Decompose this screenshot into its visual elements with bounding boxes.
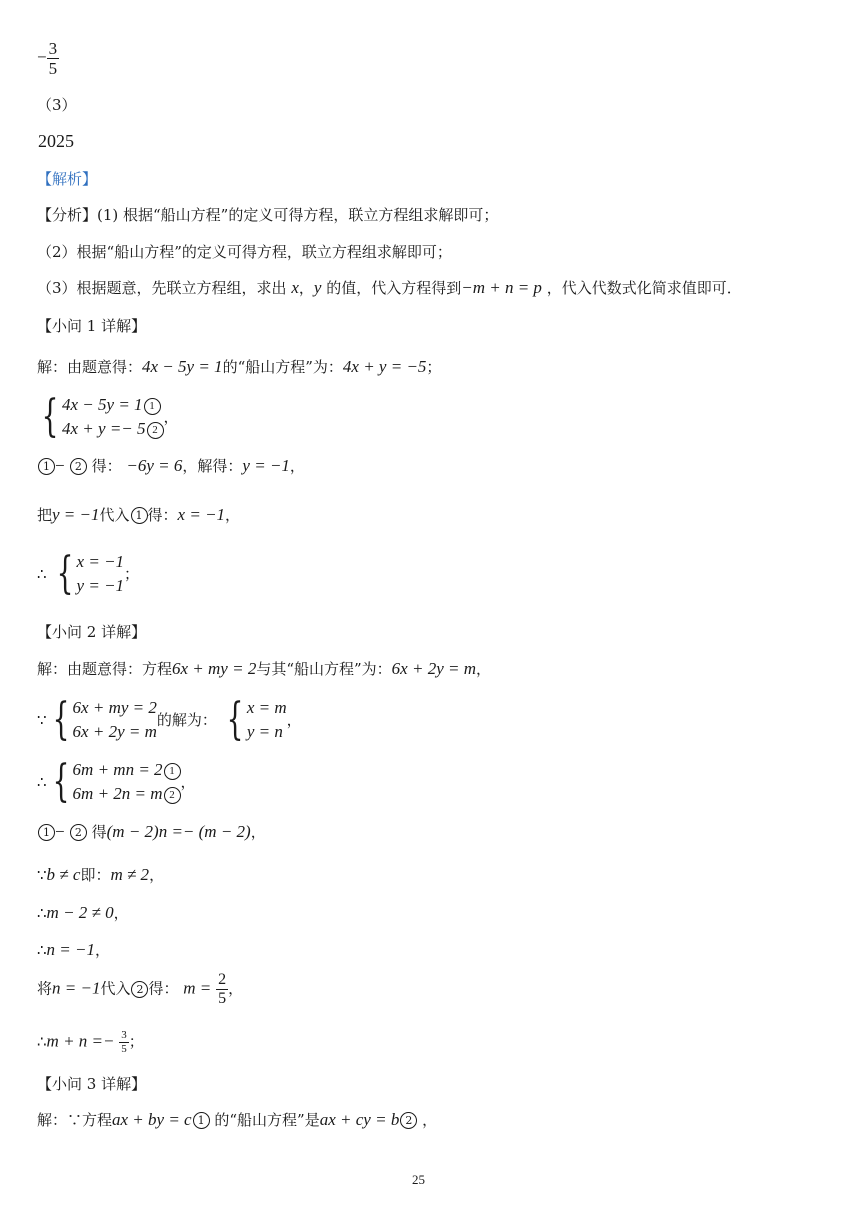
part-1-line-3: 1 − 2 得： −6y = 6，解得：y = −1，	[37, 456, 305, 476]
analysis-line-1: 【分析】(1) 根据“船山方程”的定义可得方程，联立方程组求解即可；	[37, 206, 499, 224]
part-2-line-8: 将n = −1代入 2 得： m = $\frac{2}{5}$ ，	[37, 971, 244, 1007]
circled-2: 2	[147, 422, 164, 439]
part-2-line-4: 1 − 2 得(m − 2)n =− (m − 2)，	[37, 822, 266, 842]
fraction-numerator: 3	[48, 39, 58, 58]
analysis-line-3: （3）根据题意，先联立方程组，求出 x，y 的值，代入方程得到−m + n = p ，代入代数式化简求值即可．	[37, 278, 742, 297]
part-2-heading: 【小问 2 详解】	[37, 623, 147, 641]
circled-1: 1	[144, 398, 161, 415]
part-1-result: ∴ { x = −1 y = −1 ；	[37, 548, 140, 599]
left-brace: {	[41, 391, 59, 442]
part-2-line-9: ∴m + n =− $\frac{3}{5}$ ；	[37, 1029, 144, 1055]
part-3-line-1: 解：∵方程ax + by = c 1 的“船山方程”是ax + cy = b 2 ，	[37, 1110, 438, 1129]
part-2-system-2: ∴ { 6m + mn = 2 1 6m + 2n = m 2 ，	[37, 756, 196, 807]
analysis-tag: 【解析】	[37, 170, 98, 188]
fraction-denominator: 5	[48, 59, 58, 78]
part-2-line-7: ∴n = −1，	[37, 940, 111, 959]
part-2-line-5: ∵b ≠ c即：m ≠ 2，	[37, 865, 165, 884]
analysis-line-2: （2）根据“船山方程”的定义可得方程，联立方程组求解即可；	[37, 243, 452, 261]
question-3-answer: 2025	[38, 131, 74, 151]
minus-sign: −	[37, 47, 47, 67]
part-1-heading: 【小问 1 详解】	[37, 317, 147, 335]
previous-answer	[37, 40, 59, 77]
question-3-label: （3）	[37, 96, 77, 114]
part-1-system: { 4x − 5y = 1 1 4x + y =− 5 2 ，	[41, 391, 179, 442]
page-number: 25	[412, 1172, 425, 1187]
part-2-line-6: ∴m − 2 ≠ 0，	[37, 903, 129, 922]
part-2-line-1: 解：由题意得：方程6x + my = 2与其“船山方程”为：6x + 2y = m，	[37, 659, 491, 678]
part-3-heading: 【小问 3 详解】	[37, 1075, 147, 1093]
part-1-line-1: 解：由题意得：4x − 5y = 1的“船山方程”为：4x + y = −5；	[37, 357, 442, 376]
part-1-line-4: 把y = −1代入 1 得：x = −1，	[37, 505, 241, 524]
part-2-system: ∵ { 6x + my = 2 6x + 2y = m 的解为： { x = m y = n ，	[37, 694, 302, 745]
